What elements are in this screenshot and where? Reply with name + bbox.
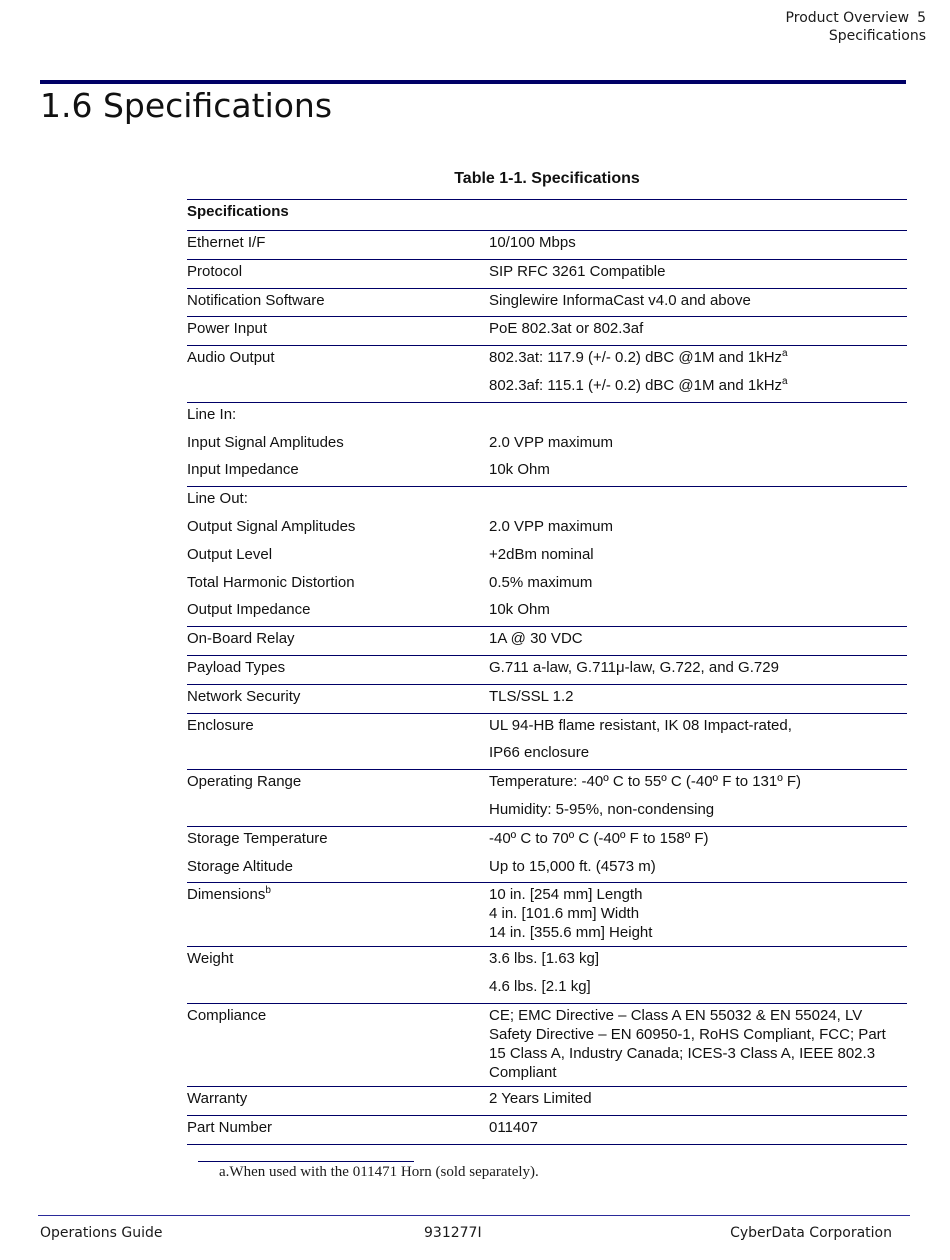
spec-label-cell bbox=[187, 1115, 489, 1144]
spec-label: Total Harmonic Distortion bbox=[187, 573, 355, 591]
spec-value-cell bbox=[489, 826, 907, 883]
spec-value: 4.6 lbs. [2.1 kg] bbox=[489, 978, 591, 996]
spec-value: 10k Ohm bbox=[489, 461, 550, 479]
spec-label: Storage Temperature bbox=[187, 829, 328, 847]
spec-label: Operating Range bbox=[187, 773, 302, 791]
title-rule bbox=[40, 80, 906, 84]
spec-label: Audio Output bbox=[187, 349, 275, 367]
footer-doc-title: Operations Guide bbox=[40, 1225, 163, 1241]
spec-value-cell bbox=[489, 402, 907, 486]
spec-value: 2.0 VPP maximum bbox=[489, 433, 613, 451]
spec-label-cell bbox=[187, 402, 489, 486]
table-row bbox=[187, 487, 907, 627]
spec-label-cell bbox=[187, 655, 489, 684]
spec-label: Output Signal Amplitudes bbox=[187, 517, 356, 535]
spec-label-cell bbox=[187, 487, 489, 627]
spec-value: 802.3at: 117.9 (+/- 0.2) dBC @1M and 1kHz bbox=[489, 349, 783, 367]
spec-label: Payload Types bbox=[187, 658, 286, 676]
spec-label-cell bbox=[187, 770, 489, 827]
spec-value-cell bbox=[489, 655, 907, 684]
spec-value: 10/100 Mbps bbox=[489, 234, 576, 251]
footer-doc-number: 931277I bbox=[424, 1225, 482, 1241]
table-row bbox=[187, 231, 907, 260]
spec-label: Part Number bbox=[187, 1118, 273, 1136]
running-head bbox=[786, 9, 926, 45]
spec-label: Enclosure bbox=[187, 716, 254, 734]
table-row bbox=[187, 1115, 907, 1144]
spec-value-cell bbox=[489, 288, 907, 317]
spec-label-cell bbox=[187, 1003, 489, 1086]
table-header-row bbox=[187, 200, 907, 231]
spec-value: UL 94-HB flame resistant, IK 08 Impact-rated, bbox=[489, 716, 792, 734]
spec-label-cell bbox=[187, 259, 489, 288]
spec-value: Up to 15,000 ft. (4573 m) bbox=[489, 857, 656, 875]
table-row bbox=[187, 627, 907, 656]
spec-label-cell bbox=[187, 627, 489, 656]
footer-company: CyberData Corporation bbox=[730, 1225, 892, 1241]
spec-label: Line In: bbox=[187, 405, 237, 423]
spec-value: Humidity: 5-95%, non-condensing bbox=[489, 800, 715, 818]
spec-value: 802.3af: 115.1 (+/- 0.2) dBC @1M and 1kHz bbox=[489, 376, 783, 394]
spec-label: Weight bbox=[187, 950, 234, 968]
table-row bbox=[187, 713, 907, 770]
spec-value: 10k Ohm bbox=[489, 601, 550, 619]
spec-value-line: CE; EMC Directive – Class A EN 55032 & EN 55024, LV bbox=[489, 1006, 863, 1024]
spec-value-cell bbox=[489, 231, 907, 260]
spec-value-line: 15 Class A, Industry Canada; ICES-3 Class A, IEEE 802.3 bbox=[489, 1044, 876, 1062]
spec-value-cell bbox=[489, 684, 907, 713]
spec-label-cell bbox=[187, 346, 489, 403]
specifications-table bbox=[187, 199, 907, 1145]
table-row bbox=[187, 1003, 907, 1086]
table-row bbox=[187, 402, 907, 486]
table-row bbox=[187, 684, 907, 713]
spec-value: Temperature: -40º C to 55º C (-40º F to 131º F) bbox=[489, 773, 802, 791]
spec-label: Power Input bbox=[187, 320, 268, 338]
spec-value-cell bbox=[489, 1115, 907, 1144]
footnote-marker: b bbox=[265, 885, 271, 897]
table-row bbox=[187, 947, 907, 1004]
spec-value-cell bbox=[489, 713, 907, 770]
spec-value: IP66 enclosure bbox=[489, 744, 590, 762]
table-row bbox=[187, 770, 907, 827]
section-title: 1.6 Specifications bbox=[40, 86, 333, 125]
spec-label-cell bbox=[187, 947, 489, 1004]
running-head-section: Product Overview bbox=[785, 10, 910, 26]
table-row bbox=[187, 317, 907, 346]
spec-label-cell bbox=[187, 883, 489, 947]
spec-value: 2.0 VPP maximum bbox=[489, 517, 613, 535]
footnote: a.When used with the 011471 Horn (sold separately). bbox=[219, 1164, 539, 1180]
spec-value-line: 14 in. [355.6 mm] Height bbox=[489, 924, 653, 942]
spec-label: Storage Altitude bbox=[187, 857, 293, 875]
spec-label: Dimensions bbox=[187, 886, 266, 904]
spec-value: 011407 bbox=[489, 1118, 538, 1136]
spec-value: G.711 a-law, G.711μ-law, G.722, and G.729 bbox=[489, 658, 779, 676]
spec-label: Notification Software bbox=[187, 291, 325, 309]
spec-label: Output Level bbox=[187, 545, 273, 563]
table-row bbox=[187, 259, 907, 288]
spec-value: 2 Years Limited bbox=[489, 1089, 592, 1107]
spec-value-cell bbox=[489, 627, 907, 656]
spec-value-cell bbox=[489, 947, 907, 1004]
spec-label: Ethernet I/F bbox=[187, 234, 266, 251]
spec-label: Line Out: bbox=[187, 490, 248, 508]
spec-label-cell bbox=[187, 826, 489, 883]
spec-label-cell bbox=[187, 317, 489, 346]
spec-label-cell bbox=[187, 288, 489, 317]
spec-value-cell bbox=[489, 1086, 907, 1115]
spec-value-line: 10 in. [254 mm] Length bbox=[489, 886, 643, 904]
running-head-line-1 bbox=[786, 9, 926, 27]
table-row bbox=[187, 826, 907, 883]
spec-value-cell bbox=[489, 487, 907, 627]
table-row bbox=[187, 288, 907, 317]
table-header: Specifications bbox=[187, 200, 907, 231]
spec-value-cell bbox=[489, 259, 907, 288]
footnote-rule bbox=[198, 1161, 414, 1162]
spec-value: Singlewire InformaCast v4.0 and above bbox=[489, 291, 751, 309]
table-row bbox=[187, 1086, 907, 1115]
table-caption: Table 1-1. Specifications bbox=[454, 170, 640, 187]
spec-value: 0.5% maximum bbox=[489, 573, 593, 591]
table-row bbox=[187, 883, 907, 947]
spec-label: Input Signal Amplitudes bbox=[187, 433, 344, 451]
spec-value-line: Compliant bbox=[489, 1063, 557, 1081]
spec-label-cell bbox=[187, 684, 489, 713]
footer-rule bbox=[38, 1215, 910, 1216]
spec-label-cell bbox=[187, 231, 489, 260]
spec-value: SIP RFC 3261 Compatible bbox=[489, 262, 666, 280]
table-row bbox=[187, 346, 907, 403]
spec-value: 3.6 lbs. [1.63 kg] bbox=[489, 950, 600, 968]
spec-value-cell bbox=[489, 346, 907, 403]
spec-value-cell bbox=[489, 883, 907, 947]
running-head-subsection: Specifications bbox=[828, 28, 926, 44]
page-number: 5 bbox=[917, 10, 926, 26]
spec-label: Network Security bbox=[187, 687, 301, 705]
spec-label: Warranty bbox=[187, 1089, 248, 1107]
spec-value-cell bbox=[489, 317, 907, 346]
spec-value: 1A @ 30 VDC bbox=[489, 630, 583, 648]
table-row bbox=[187, 655, 907, 684]
spec-value: PoE 802.3at or 802.3af bbox=[489, 320, 644, 338]
spec-label-cell bbox=[187, 1086, 489, 1115]
spec-value-cell bbox=[489, 1003, 907, 1086]
footnote-marker: a bbox=[782, 348, 788, 360]
spec-label: Compliance bbox=[187, 1006, 267, 1024]
spec-value-line: 4 in. [101.6 mm] Width bbox=[489, 905, 640, 923]
spec-label: Output Impedance bbox=[187, 601, 311, 619]
spec-value: +2dBm nominal bbox=[489, 545, 594, 563]
spec-label: On-Board Relay bbox=[187, 630, 295, 648]
spec-value: -40º C to 70º C (-40º F to 158º F) bbox=[489, 829, 709, 847]
table-body bbox=[187, 231, 907, 1145]
footnote-marker: a bbox=[782, 375, 788, 387]
spec-label: Protocol bbox=[187, 262, 243, 280]
spec-label: Input Impedance bbox=[187, 461, 299, 479]
spec-value-line: Safety Directive – EN 60950-1, RoHS Compliant, FCC; Part bbox=[489, 1025, 886, 1043]
spec-value: TLS/SSL 1.2 bbox=[489, 687, 574, 705]
spec-value-cell bbox=[489, 770, 907, 827]
spec-label-cell bbox=[187, 713, 489, 770]
